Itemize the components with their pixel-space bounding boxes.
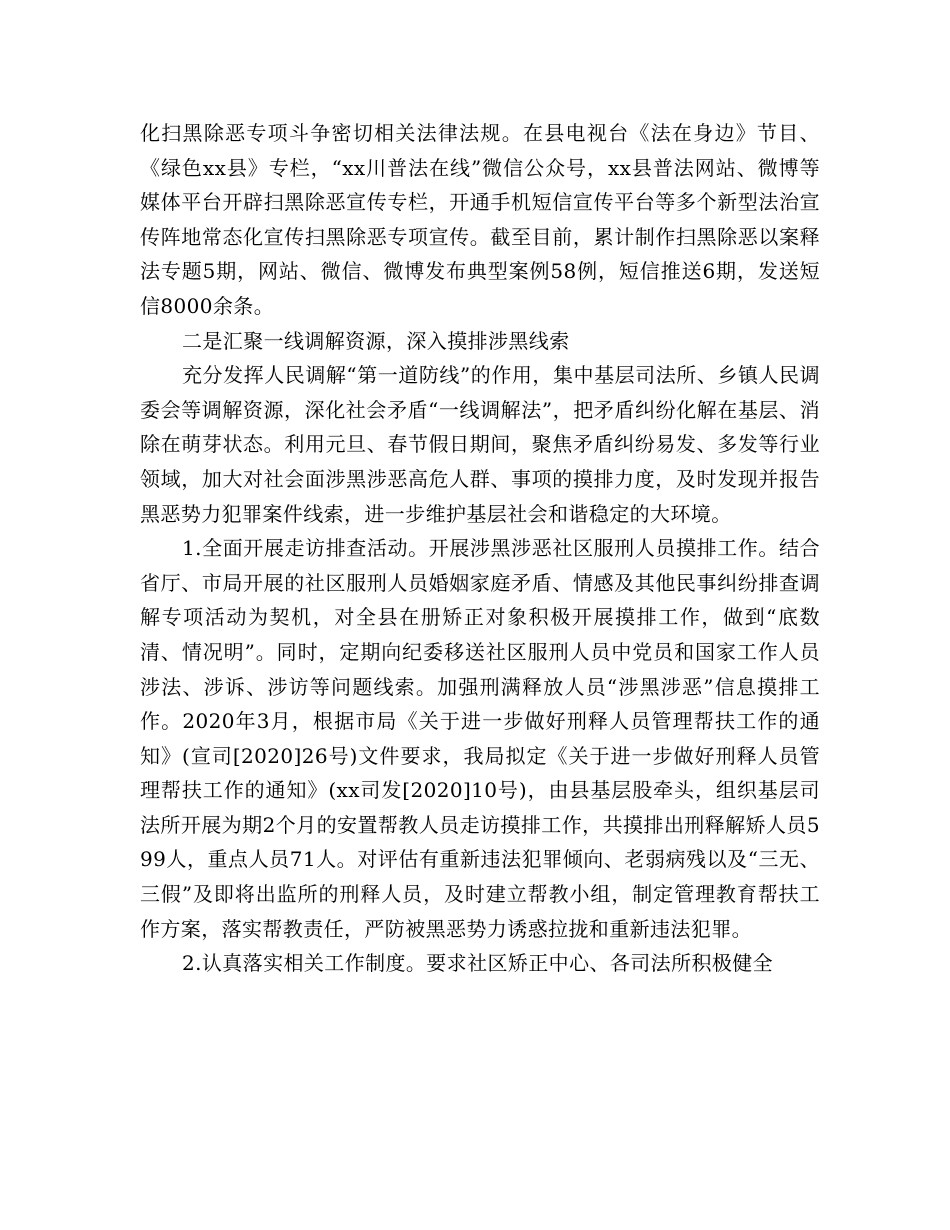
document-page [140, 116, 820, 981]
section-heading: 二是汇聚一线调解资源，深入摸排涉黑线索 [182, 328, 570, 353]
paragraph-continuation: 化扫黑除恶专项斗争密切相关法律法规。在县电视台《法在身边》节目、《绿色xx县》专栏，“xx川普法在线”微信公众号，xx县普法网站、微博等媒体平台开辟扫黑除恶宣传专栏，开通手机短信宣传平台等多个新型法治宣传阵地常态化宣传扫黑除恶专项宣传。截至目前，累计制作扫黑除恶以案释法专题5期，网站、微信、微博发布典型案例58例，短信推送6期，发送短信8000余条。 [140, 121, 820, 318]
paragraph-item-2: 2.认真落实相关工作制度。要求社区矫正中心、各司法所积极健全 [182, 951, 774, 976]
paragraph-mediation: 充分发挥人民调解“第一道防线”的作用，集中基层司法所、乡镇人民调委会等调解资源，深化社会矛盾“一线调解法”，把矛盾纠纷化解在基层、消除在萌芽状态。利用元旦、春节假日期间，聚焦矛盾纠纷易发、多发等行业领域，加大对社会面涉黑涉恶高危人群、事项的摸排力度，及时发现并报告黑恶势力犯罪案件线索，进一步维护基层社会和谐稳定的大环境。 [140, 363, 820, 526]
paragraph-item-1: 1.全面开展走访排查活动。开展涉黑涉恶社区服刑人员摸排工作。结合省厅、市局开展的社区服刑人员婚姻家庭矛盾、情感及其他民事纠纷排查调解专项活动为契机，对全县在册矫正对象积极开展摸排工作，做到“底数清、情况明”。同时，定期向纪委移送社区服刑人员中党员和国家工作人员涉法、涉诉、涉访等问题线索。加强刑满释放人员“涉黑涉恶”信息摸排工作。2020年3月，根据市局《关于进一步做好刑释人员管理帮扶工作的通知》(宣司[2020]26号)文件要求，我局拟定《关于进一步做好刑释人员管理帮扶工作的通知》(xx司发[2020]10号)，由县基层股牵头，组织基层司法所开展为期2个月的安置帮教人员走访摸排工作，共摸排出刑释解矫人员599人，重点人员71人。对评估有重新违法犯罪倾向、老弱病残以及“三无、三假”及即将出监所的刑释人员，及时建立帮教小组，制定管理教育帮扶工作方案，落实帮教责任，严防被黑恶势力诱惑拉拢和重新违法犯罪。 [140, 536, 820, 941]
